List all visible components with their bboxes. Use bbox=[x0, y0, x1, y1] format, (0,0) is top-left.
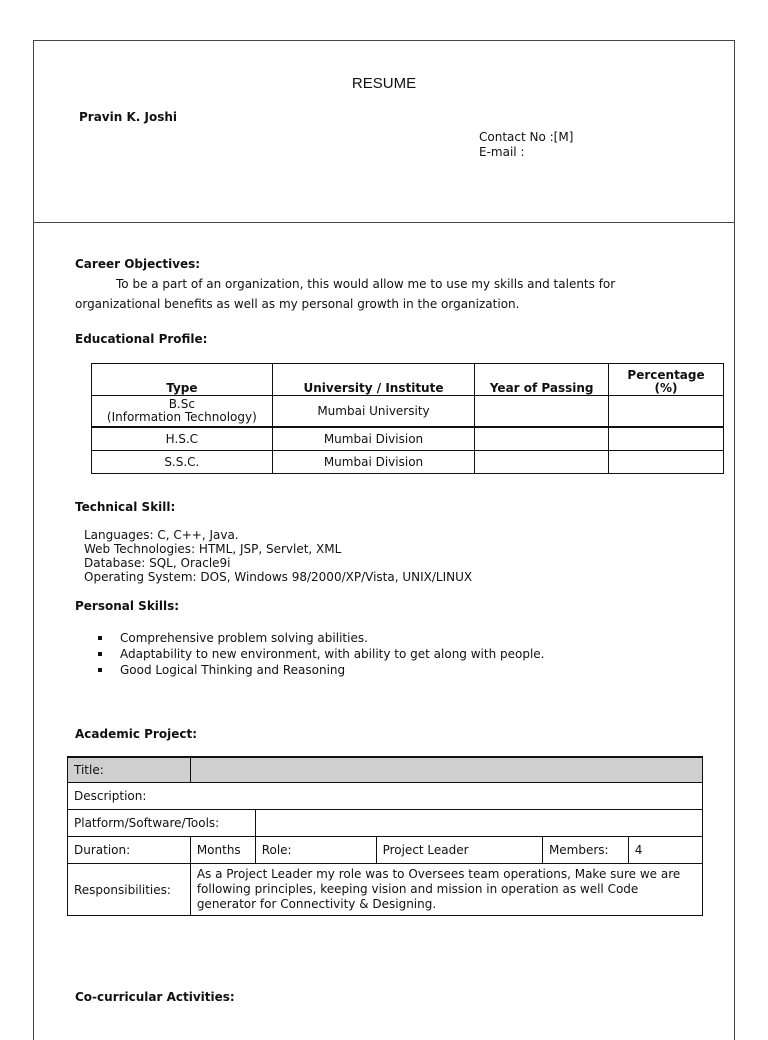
cell-type: H.S.C bbox=[92, 427, 273, 451]
list-item: Adaptability to new environment, with ability to get along with people. bbox=[120, 647, 545, 661]
duration-label: Duration: bbox=[68, 837, 191, 864]
col-percentage bbox=[609, 364, 724, 396]
table-row bbox=[92, 451, 724, 474]
cell-institute: Mumbai Division bbox=[272, 451, 475, 474]
email: E-mail : bbox=[479, 145, 525, 159]
educational-profile-heading: Educational Profile: bbox=[75, 332, 208, 346]
resume-title: RESUME bbox=[351, 75, 417, 92]
title-label: Title: bbox=[68, 757, 191, 783]
technical-skill-list bbox=[84, 528, 472, 584]
description-label: Description: bbox=[68, 783, 703, 810]
members-value: 4 bbox=[628, 837, 702, 864]
duration-value: Months bbox=[190, 837, 255, 864]
project-responsibilities-row bbox=[68, 864, 703, 916]
list-item: Good Logical Thinking and Reasoning bbox=[120, 662, 545, 678]
col-type: Type bbox=[92, 364, 273, 396]
col-percentage-line-2: (%) bbox=[654, 381, 678, 395]
cell-percentage bbox=[609, 427, 724, 451]
technical-skill-heading: Technical Skill: bbox=[75, 500, 176, 514]
col-institute: University / Institute bbox=[272, 364, 475, 396]
cell-percentage bbox=[609, 451, 724, 474]
project-duration-row bbox=[68, 837, 703, 864]
responsibilities-label: Responsibilities: bbox=[68, 864, 191, 916]
contact-block bbox=[479, 130, 573, 160]
table-row bbox=[92, 427, 724, 451]
role-value: Project Leader bbox=[376, 837, 542, 864]
personal-skills-heading: Personal Skills: bbox=[75, 599, 180, 613]
project-table bbox=[67, 756, 703, 916]
project-title-row bbox=[68, 757, 703, 783]
personal-skills-list bbox=[120, 630, 545, 678]
project-description-row bbox=[68, 783, 703, 810]
list-item: Comprehensive problem solving abilities. bbox=[120, 630, 545, 646]
role-label: Role: bbox=[255, 837, 376, 864]
career-line-2: organizational benefits as well as my personal growth in the organization. bbox=[75, 297, 520, 311]
project-platform-row bbox=[68, 810, 703, 837]
cell-type bbox=[92, 396, 273, 428]
tech-line-os: Operating System: DOS, Windows 98/2000/XP/Vista, UNIX/LINUX bbox=[84, 570, 473, 584]
career-objectives-heading: Career Objectives: bbox=[75, 257, 201, 271]
tech-line-web: Web Technologies: HTML, JSP, Servlet, XML bbox=[84, 542, 342, 556]
academic-project-heading: Academic Project: bbox=[75, 727, 197, 741]
career-line-1: To be a part of an organization, this would allow me to use my skills and talents for bbox=[116, 277, 616, 291]
col-percentage-line-1: Percentage bbox=[627, 368, 705, 382]
type-line-2: (Information Technology) bbox=[106, 410, 257, 424]
education-table bbox=[91, 363, 724, 474]
education-header-row bbox=[92, 364, 724, 396]
cocurricular-heading: Co-curricular Activities: bbox=[75, 990, 235, 1004]
cell-year bbox=[475, 396, 609, 428]
responsibilities-value: As a Project Leader my role was to Oversees team operations, Make sure we are following principles, keeping vision and mission in operation as well Code generator for Connectivity & Designing. bbox=[190, 864, 702, 916]
platform-value bbox=[255, 810, 702, 837]
type-line-1: B.Sc bbox=[168, 397, 195, 411]
table-row bbox=[92, 396, 724, 428]
cell-institute: Mumbai Division bbox=[272, 427, 475, 451]
members-label: Members: bbox=[542, 837, 628, 864]
title-value bbox=[190, 757, 702, 783]
cell-year bbox=[475, 451, 609, 474]
cell-type: S.S.C. bbox=[92, 451, 273, 474]
cell-year bbox=[475, 427, 609, 451]
tech-line-database: Database: SQL, Oracle9i bbox=[84, 556, 231, 570]
career-objectives-text bbox=[75, 274, 695, 314]
contact-number: Contact No :[M] bbox=[479, 130, 574, 144]
tech-line-languages: Languages: C, C++, Java. bbox=[84, 528, 239, 542]
header-divider bbox=[33, 222, 735, 223]
col-year: Year of Passing bbox=[475, 364, 609, 396]
cell-percentage bbox=[609, 396, 724, 428]
platform-label: Platform/Software/Tools: bbox=[68, 810, 256, 837]
cell-institute: Mumbai University bbox=[272, 396, 475, 428]
candidate-name: Pravin K. Joshi bbox=[79, 110, 178, 124]
